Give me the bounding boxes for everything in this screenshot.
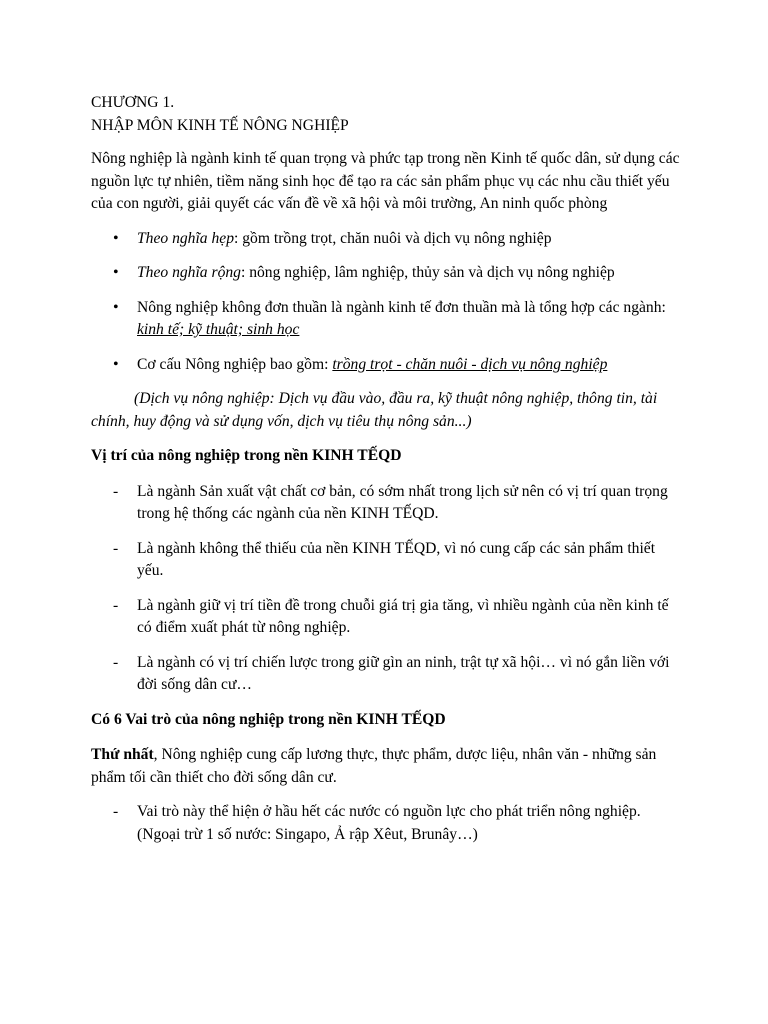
dash-marker: - [113, 482, 119, 500]
definition-text: : gồm trồng trọt, chăn nuôi và dịch vụ nông nghiệp [234, 229, 552, 247]
section-heading-position: Vị trí của nông nghiệp trong nền KINH TẾQD [91, 447, 402, 464]
list-item [91, 481, 683, 526]
dash-marker: - [113, 596, 119, 614]
chapter-heading [91, 92, 683, 137]
role-first-text: , Nông nghiệp cung cấp lương thực, thực phẩm, dược liệu, nhân văn - những sản phẩm tối cần thiết cho đời sống dân cư. [91, 746, 657, 786]
list-item [91, 228, 683, 251]
bullet-marker: • [113, 298, 119, 316]
list-item [91, 262, 683, 285]
intro-paragraph: Nông nghiệp là ngành kinh tế quan trọng và phức tạp trong nền Kinh tế quốc dân, sử dụng các nguồn lực tự nhiên, tiềm năng sinh học để tạo ra các sản phẩm phục vụ các nhu cầu thiết yếu của con người, giải quyết các vấn đề về xã hội và môi trường, An ninh quốc phòng [91, 150, 680, 212]
bullet-marker: • [113, 229, 119, 247]
underlined-emphasis: trồng trọt - chăn nuôi - dịch vụ nông nghiệp [332, 355, 608, 373]
roles-list [91, 801, 683, 846]
list-item-text: Là ngành có vị trí chiến lược trong giữ gìn an ninh, trật tự xã hội… vì nó gắn liền với đời sống dân cư… [137, 653, 670, 693]
chapter-number: CHƯƠNG 1. [91, 94, 175, 111]
document-page [91, 92, 683, 858]
position-list [91, 481, 683, 697]
list-item [91, 652, 683, 697]
list-item [91, 297, 683, 342]
list-item-text: Là ngành không thể thiếu của nền KINH TẾQD, vì nó cung cấp các sản phẩm thiết yếu. [137, 539, 656, 579]
definition-text: Cơ cấu Nông nghiệp bao gồm: [137, 355, 333, 373]
underlined-emphasis: kinh tế; kỹ thuật; sinh học [137, 321, 300, 338]
role-first-paragraph [91, 744, 683, 789]
section-heading-roles: Có 6 Vai trò của nông nghiệp trong nền KINH TẾQD [91, 710, 446, 728]
service-note: (Dịch vụ nông nghiệp: Dịch vụ đầu vào, đầu ra, kỹ thuật nông nghiệp, thông tin, tài chính, huy động và sử dụng vốn, dịch vụ tiêu thụ nông sản...) [91, 390, 658, 430]
definition-list [91, 228, 683, 377]
dash-marker: - [113, 803, 119, 820]
list-item [91, 538, 683, 583]
list-item-text: Là ngành Sản xuất vật chất cơ bản, có sớm nhất trong lịch sử nên có vị trí quan trọng trong hệ thống các ngành của nền KINH TẾQD. [137, 482, 668, 522]
chapter-title: NHẬP MÔN KINH TẾ NÔNG NGHIỆP [91, 116, 349, 134]
role-first-label: Thứ nhất [91, 746, 154, 763]
list-item [91, 354, 683, 377]
bullet-marker: • [113, 264, 119, 281]
list-item-text: Vai trò này thể hiện ở hầu hết các nước có nguồn lực cho phát triển nông nghiệp. (Ngoại trừ 1 số nước: Singapo, Ả rập Xêut, Brunây…) [137, 803, 641, 843]
definition-text: Nông nghiệp không đơn thuần là ngành kinh tế đơn thuần mà là tổng hợp các ngành: [137, 298, 666, 316]
dash-marker: - [113, 653, 119, 671]
bullet-marker: • [113, 355, 119, 373]
definition-term: Theo nghĩa hẹp [137, 229, 235, 247]
list-item [91, 595, 683, 640]
list-item [91, 801, 683, 846]
definition-term: Theo nghĩa rộng [137, 264, 241, 281]
definition-text: : nông nghiệp, lâm nghiệp, thủy sản và dịch vụ nông nghiệp [240, 264, 615, 281]
list-item-text: Là ngành giữ vị trí tiền đề trong chuỗi giá trị gia tăng, vì nhiều ngành của nền kinh tế có điểm xuất phát từ nông nghiệp. [137, 596, 669, 636]
dash-marker: - [113, 539, 119, 557]
